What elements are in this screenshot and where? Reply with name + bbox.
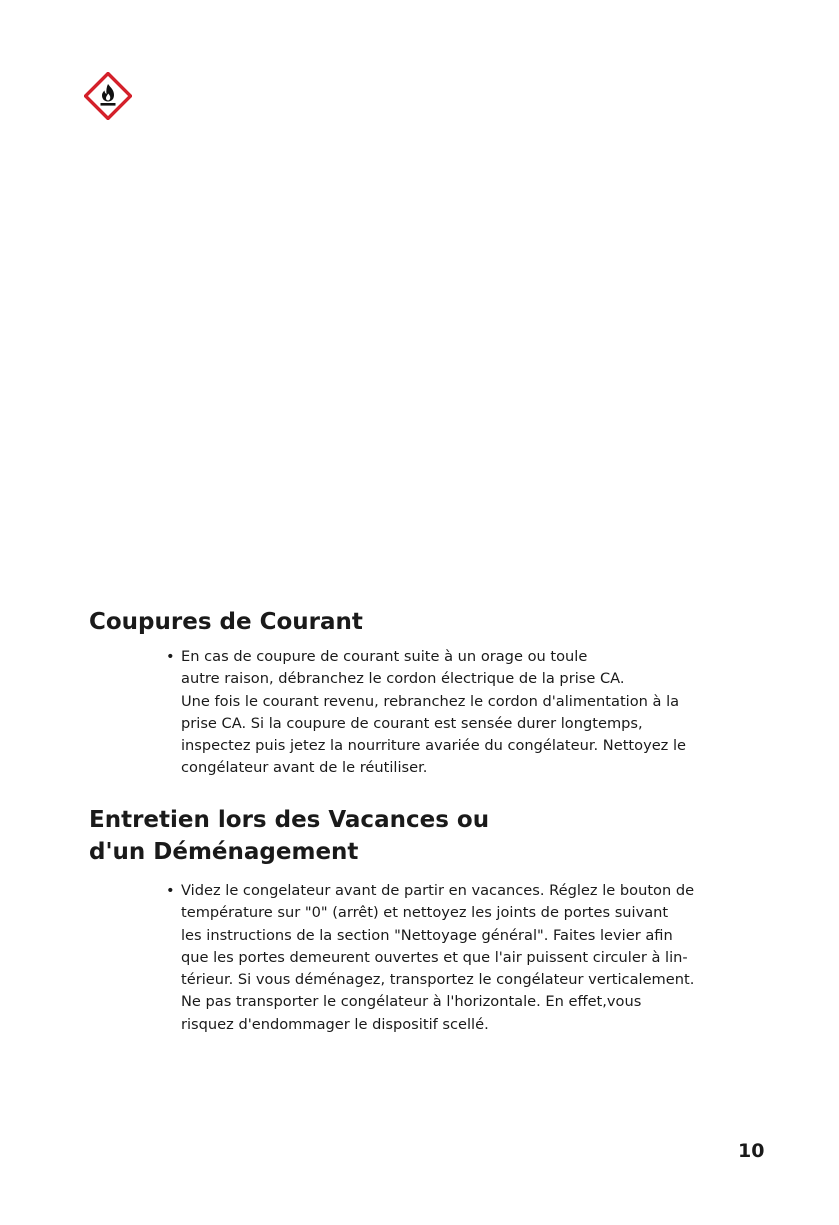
paragraph-line: risquez d'endommager le dispositif scellé. bbox=[181, 1015, 489, 1033]
bullet-marker: • bbox=[166, 882, 175, 899]
paragraph-line: Ne pas transporter le congélateur à l'horizontale. En effet,vous bbox=[181, 993, 642, 1011]
section-heading-power-outage bbox=[89, 606, 363, 638]
paragraph-line: inspectez puis jetez la nourriture avariée du congélateur. Nettoyez le bbox=[181, 737, 687, 755]
flammable-hazard-icon bbox=[84, 72, 132, 120]
paragraph-line: prise CA. Si la coupure de courant est sensée durer longtemps, bbox=[181, 714, 643, 732]
paragraph-line: température sur "0" (arrêt) et nettoyez les joints de portes suivant bbox=[181, 904, 669, 922]
heading-line: Coupures de Courant bbox=[89, 609, 363, 635]
paragraph-line: Une fois le courant revenu, rebranchez le cordon d'alimentation à la bbox=[181, 692, 680, 710]
bullet-item-power-outage bbox=[166, 646, 746, 780]
heading-line: d'un Déménagement bbox=[89, 839, 359, 865]
bullet-marker: • bbox=[166, 648, 175, 665]
paragraph-line: que les portes demeurent ouvertes et que l'air puissent circuler à lin- bbox=[181, 948, 688, 966]
paragraph-line: congélateur avant de le réutiliser. bbox=[181, 759, 428, 777]
paragraph-line: autre raison, débranchez le cordon électrique de la prise CA. bbox=[181, 670, 625, 688]
bullet-item-vacation-moving bbox=[166, 880, 746, 1036]
paragraph-line: térieur. Si vous déménagez, transportez le congélateur verticalement. bbox=[181, 971, 695, 989]
paragraph-line: les instructions de la section "Nettoyage général". Faites levier afin bbox=[181, 926, 673, 944]
heading-line: Entretien lors des Vacances ou bbox=[89, 807, 490, 833]
section-heading-vacation-moving bbox=[89, 804, 489, 868]
paragraph-line: En cas de coupure de courant suite à un orage ou toule bbox=[181, 648, 588, 665]
page-number: 10 bbox=[738, 1140, 765, 1162]
paragraph-line: Videz le congelateur avant de partir en vacances. Réglez le bouton de bbox=[181, 882, 695, 899]
